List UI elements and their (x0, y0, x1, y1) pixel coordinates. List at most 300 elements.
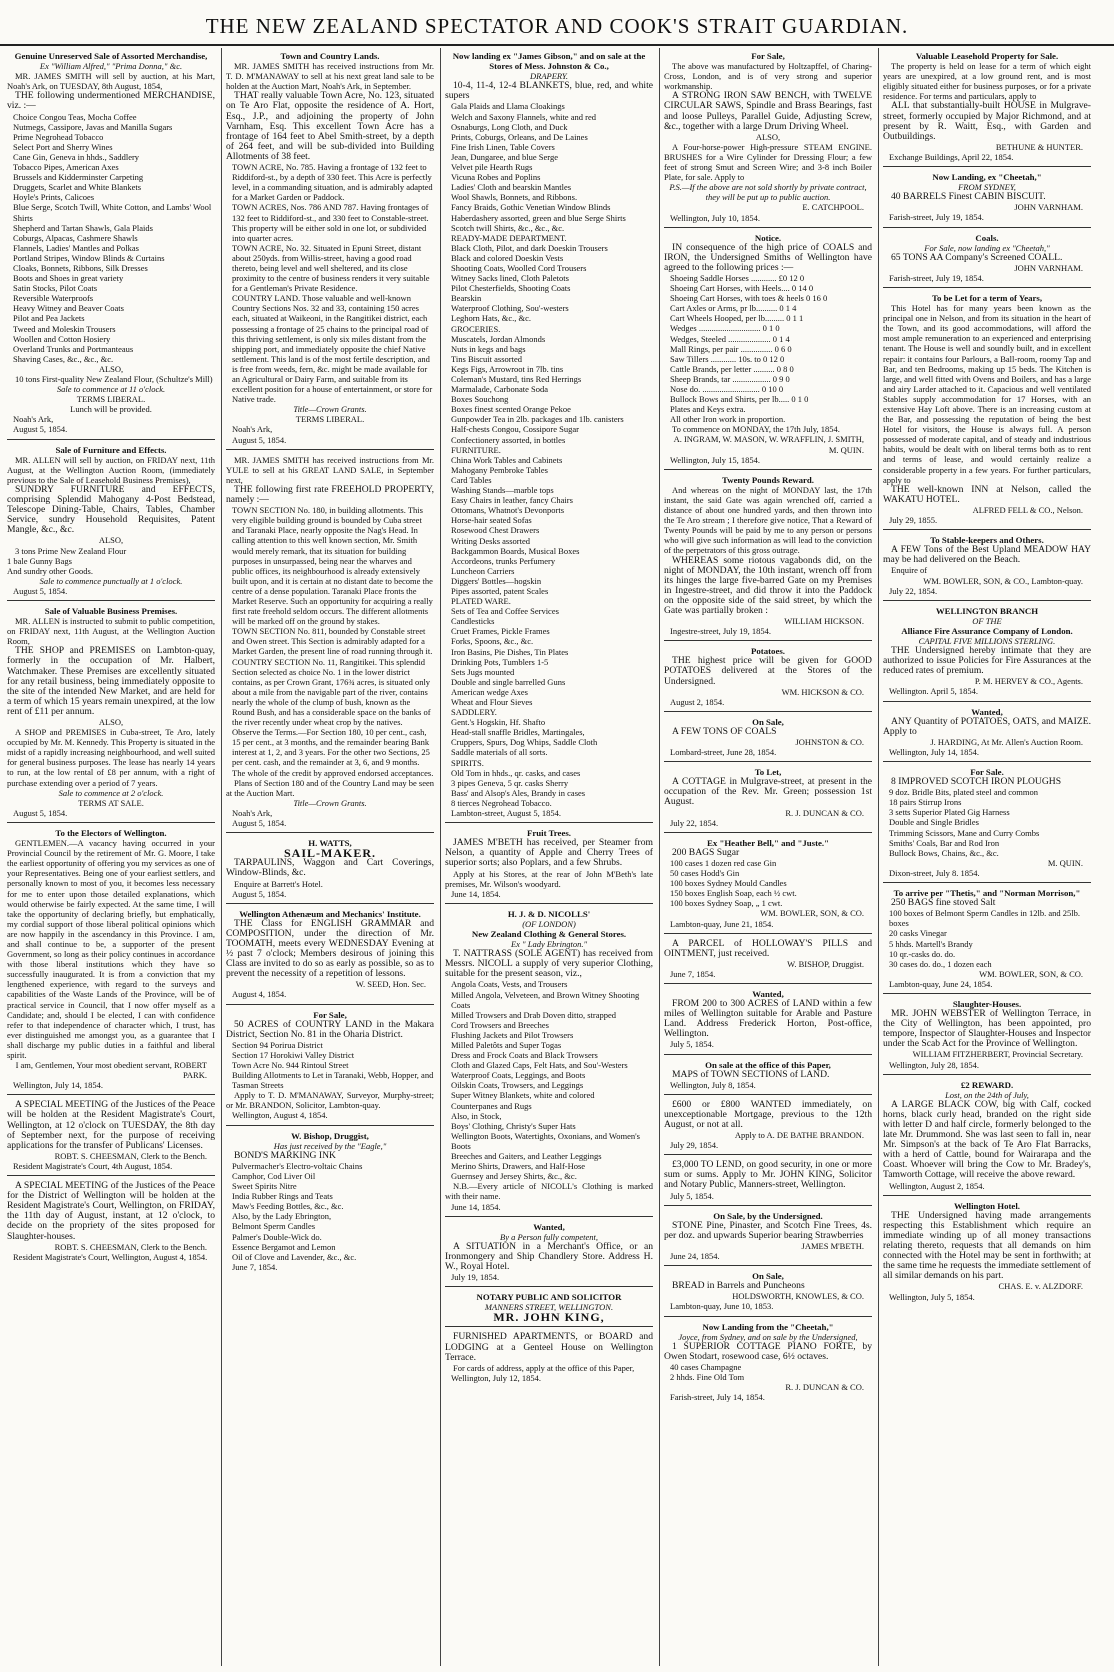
ad-lead: 200 BAGS Sugar (672, 846, 740, 858)
list-item: Pipes assorted, patent Scales (451, 585, 549, 596)
list-item: Old Tom in hhds., qr. casks, and cases (451, 767, 581, 778)
ad-date: August 4, 1854. (232, 989, 287, 1000)
list-item: Vicuna Robes and Poplins (451, 172, 541, 183)
list-item: Wedges ............................. 0 1 0 (670, 323, 780, 334)
advertisement (664, 1097, 872, 1155)
ad-heading: To Let, (754, 767, 782, 778)
advertisement (883, 704, 1091, 762)
ad-date: August 5, 1854. (13, 807, 68, 818)
list-item: Palmer's Double-Wick do. (232, 1231, 322, 1242)
list-item: Writing Desks assorted (451, 535, 530, 546)
ad-signature: ROBT. S. CHEESMAN, Clerk to the Bench. (54, 1241, 207, 1252)
ad-lead: 50 ACRES of COUNTRY LAND in the Makara District, Section No. 81 in the Oharia District. (226, 1018, 434, 1040)
ad-signature: JAMES M'BETH. (801, 1240, 864, 1251)
ad-date: Wellington, July 14, 1854. (889, 746, 979, 757)
list-item: Bass' and Alsop's Ales, Brandy in cases (451, 787, 586, 798)
ad-lead: THAT really valuable Town Acre, No. 123, situated on Te Aro Flat, opposite the residence of A. Hort, Esq., J.P., and adjoining the property of John Varnham, Esq. This excellent Town Acre has a frontage of 164 feet to Abel Smith-street, by a depth of 264 feet, and will be sub-divided into Building Allotments of 38 feet. (226, 90, 434, 162)
advertisement (664, 1268, 872, 1316)
ad-paragraph: GENTLEMEN.—A vacancy having occurred in your Provincial Council by the retirement of Mr. G. Moore, I take the earliest opportunity of offering you my services as one of your Representatives. Being one of your earliest settlers, and personally known to most of you, it becomes less necessary for me to enter upon those detailed explanations, which would otherwise be fairly expected. At the same time, I will take the opportunity of declaring briefly, but emphatically, my cordial support of those liberal political opinions which are now happily in the ascendancy in this Province. I am, and shall continue to be, a supporter of the present Government, so long as their policy continues in accordance with those liberal institutions which they have so successfully inaugurated. It is from a conviction that my lengthened experience, with regard to the surveys and capabilities of the Waste Lands of the Province, will be of practical service in Council, that I now offer myself as a Candidate; and, should I be elected, I can with confidence refer to that independence of character which, I trust, has ever distinguished me amongst you, as a guarantee that I shall discharge my public duties in a faithful and liberal spirit. (7, 838, 215, 1060)
list-item: Half-chests Congou, Cossipore Sugar (451, 424, 579, 435)
list-item: TOWN SECTION No. 811, bounded by Constable street and Owen street. This Section is admirably adapted for a Market Garden, the present line of road running through it. (232, 626, 433, 657)
ad-heading: Town and Country Lands. (280, 51, 380, 61)
list-item: Cane Gin, Geneva in hhds., Saddlery (13, 151, 140, 162)
list-item: Drinking Pots, Tumblers 1-5 (451, 656, 549, 667)
list-item: Welch and Saxony Flannels, white and red (451, 111, 596, 122)
ad-subheading: DRAPERY. (529, 71, 569, 82)
ad-lead: THE following first rate FREEHOLD PROPERTY, namely :— (226, 483, 434, 506)
ad-heading: Notice. (754, 232, 782, 243)
list-item: Boxes Souchong (451, 394, 509, 405)
advertisement (664, 1157, 872, 1205)
ad-lead: THE well-known INN at Nelson, called the WAKATU HOTEL. (883, 483, 1091, 505)
list-item: 3 pipes Geneva, 5 qr. casks Sherry (451, 777, 569, 788)
ad-heading: Genuine Unreserved Sale of Assorted Merchandise, (14, 51, 208, 61)
list-item: TOWN ACRES, Nos. 786 AND 787. Having frontages of 132 feet to Riddiford-st., and 330 feet to Constable-street. This property will be either sold in one lot, or subdivided into quarter acres. (232, 202, 429, 243)
ad-heading: Now landing ex "James Gibson," and on sale at the Stores of Mess. Johnston & Co., (452, 51, 646, 72)
ad-date: Wellington, July 10, 1854. (670, 212, 760, 223)
list-item: FURNITURE. (451, 444, 501, 455)
list-item: Pilot Chesterfields, Shooting Coats (451, 283, 571, 294)
ad-item-list (883, 908, 1091, 969)
ad-heading: Coals. (975, 232, 999, 243)
advertisement (7, 48, 215, 440)
ad-paragraph: The property is held on lease for a term of which eight years are unexpired, at a low ground rent, and is most eligibly situated either for business purposes, or for a private residence. For terms and particulars, apply to (883, 61, 1091, 102)
list-item: Prime Negrohead Tobacco (13, 131, 104, 142)
list-item: Flushing Jackets and Pilot Trowsers (451, 1029, 574, 1040)
advertisement (883, 230, 1091, 288)
list-item: Head-stall snaffle Bridles, Martingales, (451, 727, 585, 738)
list-item: Cattle Brands, per letter .......... 0 8 0 (670, 363, 794, 374)
ad-lead: 65 TONS AA Company's Screened COALL. (891, 251, 1063, 263)
ad-terms: TERMS LIBERAL. (295, 414, 365, 425)
list-item: COUNTRY SECTION No. 11, Rangitikei. This splendid Section selected as choice No. 1 in the lower district contains, as per Crown Grant, 176¾ acres, is situated only about a mile from the navigable part of the river, contains nearly the whole of the clump of bush, known as the Round Bush, and has a considerable space on the banks of the river recently under wheat crop by the natives. (232, 656, 431, 728)
ad-also: ALSO, (98, 717, 124, 727)
ad-signature: WM. BOWLER, SON, & CO. (979, 968, 1083, 979)
list-item: 18 pairs Stirrup Irons (889, 797, 962, 808)
list-item: Haberdashery assorted, green and blue Serge Shirts (451, 212, 626, 223)
ad-date: Resident Magistrate's Court, 4th August, 1854. (13, 1160, 173, 1171)
list-item: Also, by the Lady Ebrington, (232, 1211, 332, 1222)
advertisement (664, 714, 872, 762)
list-item: Milled Angola, Velveteen, and Brown Witney Shooting Coats (451, 989, 640, 1010)
list-item: 100 cases 1 dozen red case Gin (670, 857, 777, 868)
list-item: Wedges, Steeled .................... 0 1 4 (670, 333, 790, 344)
ad-date: July 5, 1854. (670, 1039, 714, 1050)
advertisement (7, 825, 215, 1095)
ad-date: June 7, 1854. (232, 1261, 278, 1272)
ad-also: ALSO, (98, 363, 124, 374)
ad-signature: WILLIAM FITZHERBERT, Provincial Secretary. (912, 1049, 1083, 1060)
ad-paragraph: This Hotel has for many years been known as the principal one in Nelson, and from its situation in the heart of the Town, and its good accommodations, will afford the most ample remuneration to an experienced and enterprising tenant. The House is well and soundly built, and in excellent repair: it contains four Parlours, a Ball-room, roomy Tap and Bar, and ten Bedrooms, making up 15 beds. The Kitchen is large, and well fitted with Ovens and Boilers, and has a large and airy Larder attached to it. Capacious and well ventilated Stables supply accommodation for 17 Horses, with an extensive Hay Loft above. There is an increasing custom at the Bar, and possessing the reputation of being the best Hotel for visitors, the House is always full. A person possessed of moderate capital, and of steady and industrious habits, would be dealt with on liberal terms both as to rent and terms of lease, and would certainly realize a considerable property in a few years. For further particulars, apply to (883, 303, 1091, 485)
list-item: Saw Tillers ............ 10s. to 0 12 0 (670, 353, 785, 364)
ad-lead: JAMES M'BETH has received, per Steamer from Nelson, a quantity of Apple and Cherry Trees of superior sorts; also Poplars, and a few Shrubs. (445, 837, 653, 869)
ad-date: Farish-street, July 19, 1854. (889, 272, 984, 283)
ad-heading: For Sale, (751, 51, 785, 61)
ad-date: Dixon-street, July 8. 1854. (889, 867, 980, 878)
list-item: Maw's Feeding Bottles, &c., &c. (232, 1201, 344, 1212)
list-item: READY-MADE DEPARTMENT. (451, 232, 567, 243)
list-item: Luncheon Carriers (451, 565, 515, 576)
ad-tail: A Four-horse-power High-pressure STEAM ENGINE. BRUSHES for a Wire Cylinder for Dressing Flour; a few feet of strong Smut and Screen Wire; and 3-8 inch Boiler Plate, for sale. Apply to (664, 141, 872, 183)
list-item: Shepherd and Tartan Shawls, Gala Plaids (13, 222, 153, 233)
advertisement (664, 230, 872, 470)
ad-lead: STONE Pine, Pinaster, and Scotch Fine Trees, 4s. per doz. and upwards Superior bearing Strawberries (664, 1219, 872, 1241)
list-item: Satin Stocks, Pilot Coats (13, 283, 98, 294)
ad-date: Wellington, July 14, 1854. (13, 1080, 103, 1091)
ad-lead: A COTTAGE in Mulgrave-street, at present in the occupation of the Rev. Mr. Green; possession 1st August. (664, 776, 872, 808)
ad-signature: M. QUIN. (1047, 857, 1083, 868)
ad-heading: Now Landing from the "Cheetah," (702, 1321, 834, 1332)
list-item: India Rubber Rings and Teats (232, 1191, 333, 1202)
ad-note: Title—Crown Grants. (293, 797, 367, 808)
list-item: Also, in Stock, (451, 1110, 502, 1121)
advertisement (445, 1219, 653, 1288)
list-item: Super Witney Blankets, white and colored (451, 1090, 595, 1101)
list-item: Heavy Witney and Beaver Coats (13, 303, 124, 314)
ad-tail: 10 tons First-quality New Zealand Flour, (Schultze's Mill) (15, 374, 213, 384)
list-item: Fancy Braids, Gothic Venetian Window Blinds (451, 202, 611, 213)
ad-paragraph: MR. JAMES SMITH will sell by auction, at his Mart, Noah's Ark, on TUESDAY, 8th August, 1854, (7, 71, 215, 92)
ad-item-list (664, 273, 872, 424)
ad-signature: P. M. HERVEY & CO., Agents. (974, 676, 1083, 687)
ad-heading: Wanted, (752, 988, 784, 999)
list-item: Nose do. ........................... 0 10 0 (670, 384, 784, 394)
list-item: Shaving Cases, &c., &c., &c. (13, 353, 114, 364)
ad-place: Noah's Ark, (232, 807, 273, 818)
ad-place: Noah's Ark, (232, 424, 273, 435)
advertisement (883, 169, 1091, 227)
list-item: Angola Coats, Vests, and Trousers (451, 979, 568, 990)
list-item: 100 boxes Sydney Mould Candles (670, 878, 787, 889)
ad-lead: THE following undermentioned MERCHANDISE, viz. :— (7, 90, 215, 112)
ad-date: Lombard-street, June 28, 1854. (670, 747, 777, 758)
ad-signature: HOLDSWORTH, KNOWLES, & CO. (732, 1291, 864, 1302)
ad-subheading: Lost, on the 24th of July, (945, 1089, 1029, 1100)
ad-tail: Apply to T. D. M'MANAWAY, Surveyor, Murphy-street; or Mr. BRANDON, Solicitor, Lambton-quay. (226, 1090, 434, 1111)
list-item: Fine Irish Linen, Table Covers (451, 141, 555, 152)
advertisement (883, 603, 1091, 702)
ad-date: Farish-street, July 19, 1854. (889, 212, 984, 223)
ad-paragraph: The above was manufactured by Holtzapffel, of Charing-Cross, London, and is of very strong and superior workmanship. (664, 61, 872, 92)
list-item: 8 tierces Negrohead Tobacco. (451, 797, 552, 808)
ad-heading: Potatoes. (751, 646, 785, 657)
list-item: Shooting Coats, Woolled Cord Trousers (451, 262, 587, 273)
ad-heading: H. J. & D. NICOLLS' (507, 908, 591, 919)
ad-subheading: FROM SYDNEY, (958, 182, 1016, 193)
list-item: Cruet Frames, Pickle Frames (451, 626, 550, 637)
ad-subheading: By a Person fully competent, (500, 1231, 598, 1242)
advertisement (226, 906, 434, 1005)
ad-date: June 7, 1854. (670, 968, 716, 979)
ad-date: June 14, 1854. (451, 1201, 501, 1212)
ad-signature: WM. HICKSON & CO. (781, 686, 864, 697)
list-item: Kegs Figs, Arrowroot in 7lb. tins (451, 363, 564, 374)
ad-paragraph: And whereas on the night of MONDAY last, the 17th instant, the said Gate was again wrenched off, carried a distance of about one hundred yards, and then thrown into the Te Aro stream ; I therefore give notice, That a Reward of Twenty Pounds will be paid by me to any person or persons who will give such information as will lead to the conviction of the perpetrators of this gross outrage. (664, 484, 872, 556)
ad-heading: Ex "Heather Bell," and "Juste." (706, 837, 829, 848)
list-item: Coburgs, Alpacas, Cashmere Shawls (13, 232, 138, 243)
ad-heading: To Stable-keepers and Others. (930, 535, 1044, 546)
list-item: Sweet Spirits Nitre (232, 1181, 297, 1192)
list-item: GROCERIES. (451, 323, 501, 334)
ad-heading: Wellington Athenæum and Mechanics' Institute. (239, 908, 421, 919)
advertisement (883, 764, 1091, 883)
list-item: Boys' Clothing, Christy's Super Hats (451, 1120, 576, 1131)
ad-signature: CHAS. E. v. ALZDORF. (998, 1281, 1083, 1292)
ad-note: Title—Crown Grants. (293, 404, 367, 415)
list-item: Mahogany Pembroke Tables (451, 464, 548, 475)
list-item: Cart Wheels Hooped, per lb......... 0 1 1 (670, 313, 804, 324)
ad-lead: A STRONG IRON SAW BENCH, with TWELVE CIRCULAR SAWS, Spindle and Brass Bearings, fast and loose Pulleys, Parallel Guide, Adjusting Screw, &c., together with a large Drum Driving Wheel. (664, 90, 872, 132)
advertisement (664, 643, 872, 712)
list-item: 30 cases do. do., 1 dozen each (889, 958, 992, 969)
ad-item-list (664, 858, 872, 908)
ad-paragraph: MR. ALLEN will sell by auction, on FRIDAY next, 11th August, at the Wellington Auction Room, (immediately previous to the Sale of Leasehold Business Premises), (7, 454, 215, 485)
ad-lead: THE SHOP and PREMISES on Lambton-quay, formerly in the occupation of Mr. Halbert, Watchmaker. These Premises are excellently situated for any retail business, being immediately opposite to the site of the intended New Market, and are held for a term of which 15 years remain unexpired, at the low rent of £11 per annum. (7, 645, 215, 717)
ad-lead: 1 SUPERIOR COTTAGE PIANO FORTE, by Owen Stodart, rosewood case, 6½ octaves. (664, 1340, 872, 1362)
list-item: Waterproof Clothing, Sou'-westers (451, 303, 569, 314)
list-item: Building Allotments to Let in Taranaki, Webb, Hopper, and Tasman Streets (232, 1070, 434, 1091)
ad-signature: J. HARDING, At Mr. Allen's Auction Room. (930, 736, 1083, 747)
list-item: Jean, Dungaree, and blue Serge (451, 151, 558, 162)
advertisement (7, 603, 215, 823)
list-item: Observe the Terms.—For Section 180, 10 per cent., cash, 15 per cent., at 3 months, and the remainder bearing Bank interest at 1, 2, and 3 years. For the other two Sections, 25 per cent. cash, and the remainder at 3, 6, and 9 months. The whole of the credit by approved endorsed acceptances. (232, 727, 434, 778)
list-item: Marmalade, Carbonate Soda (451, 384, 549, 395)
ad-subheading: (OF LONDON) (522, 918, 576, 929)
list-item: Druggets, Scarlet and White Blankets (13, 182, 142, 193)
ad-tail: Enquire of (891, 565, 928, 576)
list-item: Muscatels, Jordan Almonds (451, 333, 546, 344)
ad-lead: THE Class for ENGLISH GRAMMAR and COMPOSITION, under the direction of Mr. TOOMATH, meets every WEDNESDAY Evening at ½ past 7 o'clock; Members desirous of joining this Class are invited to do so as early as possible, so as to prevent the necessity of a repetition of lessons. (226, 917, 434, 980)
ad-date: Lambton-quay, June 21, 1854. (670, 918, 774, 929)
advertisement (226, 835, 434, 904)
list-item: 100 boxes of Belmont Sperm Candles in 12lb. and 25lb. boxes (889, 908, 1080, 929)
list-item: Nutmegs, Cassipore, Javas and Manilla Sugars (13, 121, 173, 132)
advertisement (445, 906, 653, 1217)
list-item: Leghorn Hats, &c., &c. (451, 313, 532, 324)
ad-name: MR. JOHN KING, (493, 1310, 605, 1325)
ad-heading: To be Let for a term of Years, (931, 292, 1043, 303)
ad-tail: For cards of address, apply at the office of this Paper, (453, 1362, 635, 1373)
list-item: Washing Stands—marble tops (451, 485, 554, 496)
ad-date: Exchange Buildings, April 22, 1854. (889, 151, 1014, 162)
list-item: Gala Plaids and Llama Cloakings (451, 101, 565, 112)
ad-lead: A SPECIAL MEETING of the Justices of the Peace will be holden at the Resident Magistrate's Court, Wellington, at 12 o'clock on TUESDAY, the 8th day of September next, for the purpose of receiving applications for the transfer of Publicans' Licenses. (7, 1099, 215, 1151)
ad-note: Sale to commence punctually at 1 o'clock. (39, 575, 183, 586)
advertisement (226, 1128, 434, 1276)
ad-subheading: Has just received by the "Eagle," (273, 1140, 387, 1151)
advertisement (883, 532, 1091, 601)
list-item: Ladies' Cloth and bearskin Mantles (451, 182, 572, 193)
list-item: Plates and Keys extra. (670, 404, 746, 415)
list-item: Trimming Scissors, Mane and Curry Combs (889, 827, 1040, 838)
ad-heading: Slaughter-Houses. (952, 998, 1022, 1009)
list-item: Velvet pile Hearth Rugs (451, 162, 533, 173)
ad-signature: A. INGRAM, W. MASON, W. WRAFFLIN, J. SMITH, M. QUIN. (673, 434, 864, 455)
list-item: Shoeing Cart Horses, with toes & heels 0 16 0 (670, 293, 828, 304)
ad-note: P.S.—If the above are not sold shortly by private contract, they will be put up to public auction. (669, 182, 867, 203)
column-2 (223, 48, 437, 1666)
ad-signature: R. J. DUNCAN & CO. (785, 1382, 864, 1393)
ad-subheading: Ex " Lady Ebrington." (510, 939, 588, 950)
ad-signature: WM. BOWLER, SON, & CO., Lambton-quay. (923, 575, 1083, 586)
ad-paragraph: MR. JAMES SMITH has received instructions from Mr. T. D. M'MANAWAY to sell at his next great land sale to be holden at the Auction Mart, Noah's Ark, in September. (226, 61, 434, 92)
list-item: China Work Tables and Cabinets (451, 454, 563, 465)
ad-place: Noah's Ark, (13, 414, 54, 425)
advertisement (664, 835, 872, 934)
ad-lead: 10-4, 11-4, 12-4 BLANKETS, blue, red, and white supers (445, 80, 653, 102)
ad-item-list (226, 505, 434, 778)
list-item: Gent.'s Hogskin, Hf. Shafto (451, 717, 546, 728)
advertisement (883, 1198, 1091, 1306)
ad-name: SAIL-MAKER. (283, 846, 376, 861)
ad-also: ALSO, (98, 535, 124, 546)
ad-heading: Wanted, (971, 706, 1003, 717)
ad-heading: Sale of Valuable Business Premises. (44, 605, 178, 616)
ad-lead: BREAD in Barrels and Puncheons (672, 1280, 805, 1292)
list-item: Pilot and Pea Jackets (13, 313, 85, 324)
list-item: American wedge Axes (451, 686, 528, 697)
ad-lead: T. NATTRASS (SOLE AGENT) has received from Messrs. NICOLL a supply of very superior Clothing, suitable for the present season, viz., (445, 948, 653, 980)
masthead (0, 0, 1114, 46)
ad-date: July 5, 1854. (670, 1190, 714, 1201)
ad-lead: MR. JOHN WEBSTER of Wellington Terrace, in the City of Wellington, has been appointed, pro tempore, Inspector of Slaughter-Houses and Inspector under the Scab Act for the Province of Wellington. (883, 1008, 1091, 1050)
list-item: Boots and Shoes in great variety (13, 273, 124, 284)
ad-date: August 2, 1854. (670, 696, 725, 707)
list-item: Diggers' Bottles—hogskin (451, 575, 542, 586)
ad-also: ALSO, (755, 131, 781, 142)
list-item: Cloaks, Bonnets, Ribbons, Silk Dresses (13, 262, 148, 273)
list-item: 40 cases Champagne (670, 1361, 742, 1372)
column-rule (659, 48, 660, 1666)
list-item: Choice Congou Teas, Mocha Coffee (13, 111, 137, 122)
list-item: Sheep Brands, tar .................. 0 9 0 (670, 373, 790, 384)
list-item: Prints, Coburgs, Orleans, and De Laines (451, 131, 588, 142)
ad-signature: W. BISHOP, Druggist. (787, 958, 864, 969)
ad-lead: A FEW TONS OF COALS (672, 725, 777, 737)
list-item: Boxes finest scented Orange Pekoe (451, 404, 571, 415)
ad-date: Lambton-street, August 5, 1854. (451, 808, 562, 819)
list-item: 50 cases Hodd's Gin (670, 868, 740, 879)
ad-terms: TERMS LIBERAL. (76, 394, 146, 405)
list-item: Merino Shirts, Drawers, and Half-Hose (451, 1161, 586, 1172)
ad-heading: Twenty Pounds Reward. (722, 474, 814, 485)
ad-date: June 24, 1854. (670, 1251, 720, 1262)
column-1 (4, 48, 218, 1666)
list-item: Waterproof Coats, Leggings, and Boots (451, 1070, 586, 1081)
ad-signature: ROBT. S. CHEESMAN, Clerk to the Bench. (54, 1150, 207, 1161)
list-item: Section 94 Porirua District (232, 1039, 323, 1050)
newspaper-title: THE NEW ZEALAND SPECTATOR AND COOK'S STRAIT GUARDIAN. (205, 14, 909, 38)
ad-heading: Valuable Leasehold Property for Sale. (915, 51, 1059, 61)
ad-heading: On Sale, (752, 716, 784, 727)
list-item: Shoeing Saddle Horses ............ £0 12 0 (670, 272, 805, 283)
advertisement (445, 48, 653, 823)
ad-tail: A SHOP and PREMISES in Cuba-street, Te Aro, lately occupied by Mr. M. Kennedy. This Property is situated in the midst of a rapidly increasing neighbourhood, and well suited for general business purposes. The lease has nearly 14 years to run, at the low rental of £8 per annum, with a right of purchase extending over a period of 7 years. (7, 727, 215, 788)
advertisement (7, 1097, 215, 1176)
list-item: TOWN SECTION No. 180, in building allotments. This very eligible building ground is bounded by Cuba street and Taranaki Place, nearly opposite the Nag's Head. In calling attention to this well known section, Mr. Smith would merely remark, that its situation for building purposes in unsurpassed, being near the wharves and public offices, its neighbourhood is already extensively built upon, and it is certain at no distant date to become the centre of a dense population. Taranaki Place fronts the Market Reserve. Such an opportunity for acquiring a really first rate freehold seldom occurs. The different allotments will be marked off on the ground by stakes. (232, 505, 433, 627)
list-item: Smiths' Coals, Bar and Rod Iron (889, 837, 1000, 848)
list-item: Wool Shawls, Bonnets, and Ribbons. (451, 192, 578, 203)
list-item: 3 setts Superior Plated Gig Harness (889, 807, 1010, 818)
ad-signature: I am, Gentlemen, Your most obedient servant, ROBERT PARK. (15, 1060, 207, 1081)
list-item: 100 boxes Sydney Soap, „ 1 cwt. (670, 898, 783, 909)
ad-lead: FURNISHED APARTMENTS, or BOARD and LODGING at a Genteel House on Wellington Terrace. (445, 1331, 653, 1363)
advertisement (664, 1319, 872, 1407)
ad-note: Sale to commence at 2 o'clock. (58, 787, 164, 798)
list-item: Horse-hair seated Sofas (451, 515, 532, 526)
list-item: Forks, Spoons, &c., &c. (451, 636, 534, 647)
ad-lead: A LARGE BLACK COW, big with Calf, cocked horns, black curly head, branded on the right side with letter D and half circle, formerly belonged to the late Mr. Drummond. She was last seen to fall in, near Mr. Simpson's at the back of Te Aro Flat Barracks, with a herd of Cattle, bound for Wairarapa and the Coast. Whoever will bring the Cow to Mr. Bradey's, Tamworth Cottage, will receive the above reward. (883, 1098, 1091, 1181)
list-item: Black Cloth, Pilot, and dark Doeskin Trousers (451, 242, 608, 253)
advertisement (664, 48, 872, 228)
column-rule (878, 48, 879, 1666)
column-3 (442, 48, 656, 1666)
list-item: 5 hhds. Martell's Brandy (889, 938, 973, 949)
ad-lead: TARPAULINS, Waggon and Cart Coverings, Window-Blinds, &c. (226, 857, 434, 879)
ad-tail: 3 tons Prime New Zealand Flour 1 bale Gunny Bags And sundry other Goods. (7, 545, 127, 576)
ad-subheading: MANNERS STREET, WELLINGTON. (484, 1302, 614, 1313)
ad-tail: Enquire at Barrett's Hotel. (234, 878, 323, 889)
list-item: Counterpanes and Rugs (451, 1100, 532, 1111)
ad-tail: N.B.—Every article of NICOLL's Clothing is marked with their name. (445, 1181, 653, 1202)
ad-heading: For Sale, (313, 1009, 347, 1020)
advertisement (445, 1289, 653, 1327)
list-item: Oilskin Coats, Trowsers, and Leggings (451, 1080, 584, 1091)
ad-heading: On Sale, by the Undersigned. (713, 1210, 823, 1221)
list-item: 10 qr.-casks do. do. (889, 948, 956, 959)
list-item: Bearskin (451, 293, 482, 304)
ad-tail: Plans of Section 180 and of the Country Land may be seen at the Auction Mart. (226, 777, 434, 798)
advertisement (664, 472, 872, 642)
list-item: Sets of Tea and Coffee Services (451, 606, 559, 617)
list-item: Select Port and Sherry Wines (13, 141, 113, 152)
ad-heading: £2 REWARD. (960, 1079, 1014, 1090)
list-item: Wheat and Flour Sieves (451, 697, 533, 707)
list-item: Portland Stripes, Window Blinds & Curtains (13, 252, 165, 263)
ad-subheading: For Sale, now landing ex "Cheetah," (924, 242, 1050, 253)
ad-date: August 5, 1854. (13, 585, 68, 596)
list-item: Bullock Bows, Chains, &c., &c. (889, 847, 999, 858)
ad-lead: A SITUATION in a Merchant's Office, or an Ironmongery and Ship Chandlery Store. Address H. W., Royal Hotel. (445, 1240, 653, 1272)
list-item: Cruppers, Spurs, Dog Whips, Saddle Cloth (451, 737, 598, 748)
list-item: Blue Serge, Scotch Twill, White Cotton, and Lambs' Wool Shirts (13, 202, 212, 223)
list-item: Flannels, Ladies' Mantles and Polkas (13, 242, 139, 253)
list-item: Double and Single Bridles (889, 817, 979, 828)
list-item: Essence Bergamot and Lemon (232, 1241, 336, 1252)
list-item: 150 boxes English Soap, each ½ cwt. (670, 888, 797, 899)
ad-heading: Fruit Trees. (527, 828, 571, 839)
ad-date: Wellington, July 8, 1854. (670, 1079, 756, 1090)
ad-date: August 5, 1854. (232, 434, 287, 445)
ad-lead: £3,000 TO LEND, on good security, in one or more sum or sums. Apply to Mr. JOHN KING, Solicitor and Notary Public, Manners-street, Wellington. (664, 1159, 872, 1191)
advertisement (883, 290, 1091, 530)
ad-paragraph: MR. ALLEN is instructed to submit to public competition, on FRIDAY next, 11th August, at the Wellington Auction Room, (7, 616, 215, 647)
ad-heading: NOTARY PUBLIC AND SOLICITOR (476, 1292, 622, 1303)
ad-heading: WELLINGTON BRANCH (935, 605, 1039, 616)
ad-date: Wellington, August 4, 1854. (232, 1110, 328, 1121)
column-rule (440, 48, 441, 1666)
list-item: Bullock Bows and Shirts, per lb..... 0 1 0 (670, 394, 809, 405)
ad-signature: Apply to A. DE BATHE BRANDON. (734, 1130, 864, 1141)
ad-signature: JOHN VARNHAM. (1014, 202, 1083, 213)
ad-lunch: Lunch will be provided. (70, 404, 152, 415)
list-item: Dress and Frock Coats and Black Trowsers (451, 1050, 598, 1061)
ad-lead: THE highest price will be given for GOOD POTATOES delivered at the Stores of the Undersigned. (664, 655, 872, 687)
column-rule (221, 48, 222, 1666)
ad-lead: £600 or £800 WANTED immediately, on unexceptionable Mortgage, previous to the 12th August, or not at all. (664, 1098, 872, 1130)
ad-signature: R. J. DUNCAN & CO. (785, 807, 864, 818)
ad-lead: A SPECIAL MEETING of the Justices of the Peace for the District of Wellington will be holden at the Resident Magistrate's Court, Wellington, on FRIDAY, the 11th day of August, instant, at 12 o'clock, to decide on the propriety of the sites proposed for Slaughter-houses. (7, 1180, 215, 1242)
